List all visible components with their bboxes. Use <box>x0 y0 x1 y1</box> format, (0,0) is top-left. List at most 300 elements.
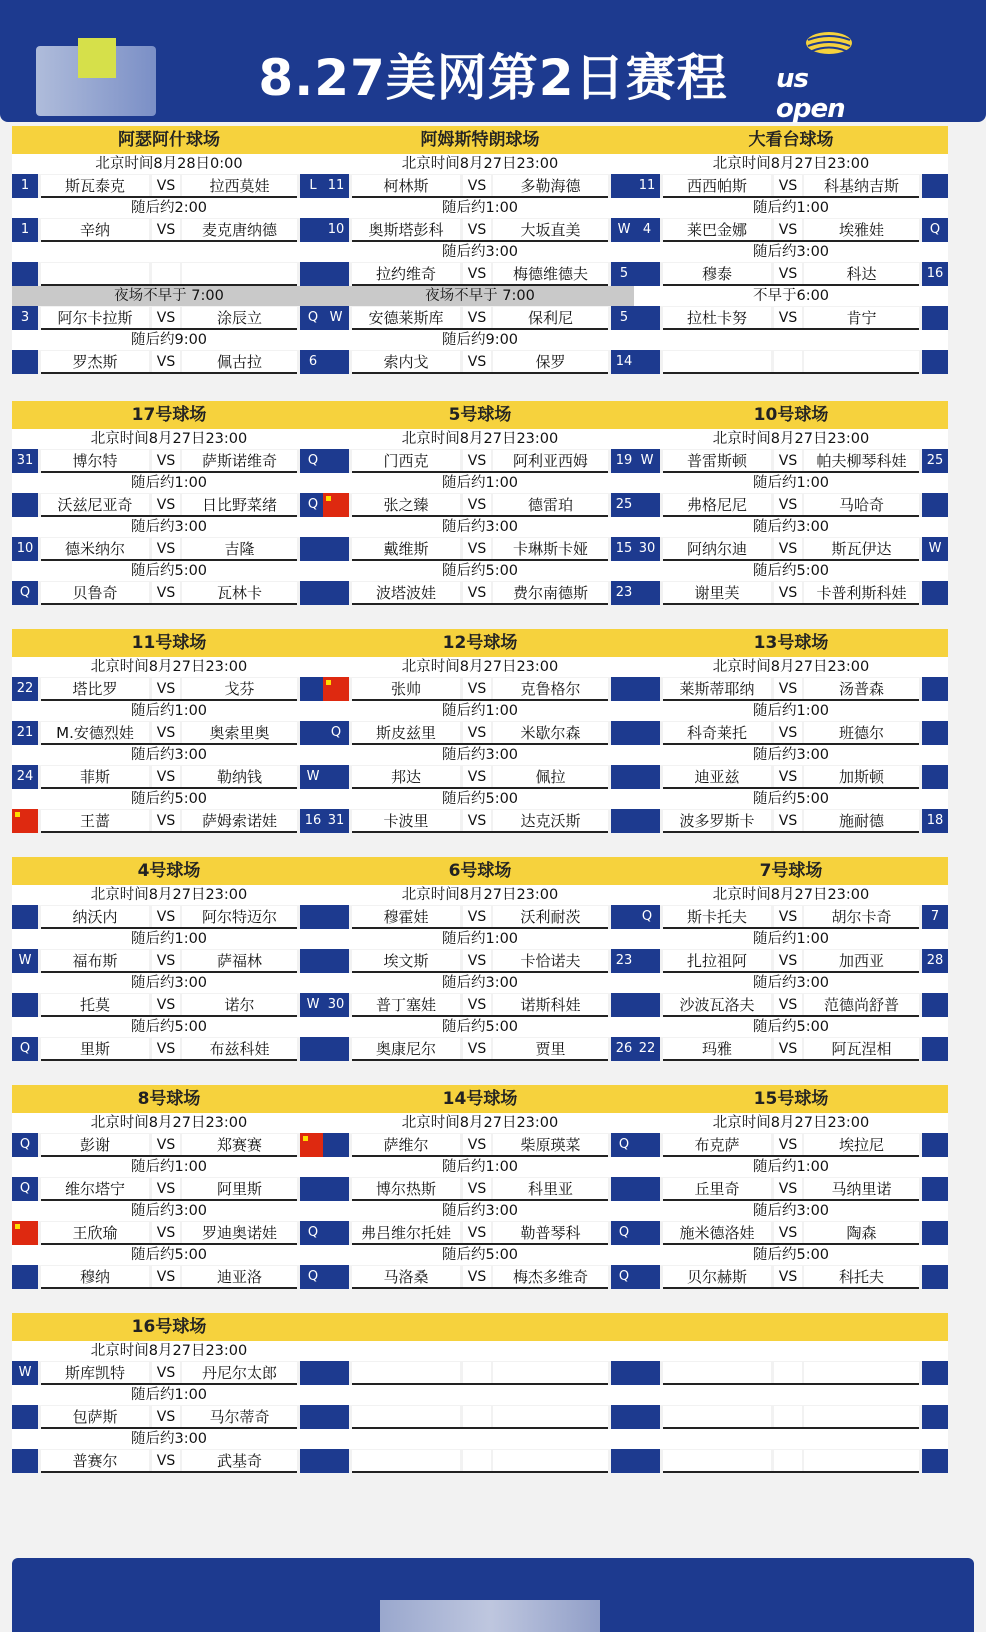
player-left: 王欣瑜 <box>41 1222 149 1244</box>
player-left: 弗吕维尔托娃 <box>352 1222 460 1244</box>
seed-badge-right <box>922 1221 948 1245</box>
player-left: 沙波瓦洛夫 <box>663 994 771 1016</box>
seed-badge-right: 15 <box>611 537 637 561</box>
vs-label: VS <box>463 766 491 788</box>
seed-badge-right: 28 <box>922 949 948 973</box>
player-left: 沃兹尼亚奇 <box>41 494 149 516</box>
court-block <box>12 401 326 605</box>
player-left: 邦达 <box>352 766 460 788</box>
player-left <box>352 1362 460 1384</box>
match-row <box>634 262 948 286</box>
blank-slot <box>12 242 326 262</box>
player-right: 萨斯诺维奇 <box>182 450 297 472</box>
time-slot: 夜场不早于 7:00 <box>12 286 326 306</box>
vs-label <box>463 1362 491 1384</box>
player-left <box>41 263 149 285</box>
seed-badge-right: 23 <box>611 581 637 605</box>
seed-badge-right <box>922 174 948 198</box>
match-row <box>323 949 637 973</box>
vs-label: VS <box>774 1222 802 1244</box>
vs-label: VS <box>463 1266 491 1288</box>
time-slot: 随后约3:00 <box>323 517 637 537</box>
underline-divider <box>41 372 297 374</box>
seed-badge-left: 3 <box>12 306 38 330</box>
player-right <box>804 1362 919 1384</box>
player-left: 玛雅 <box>663 1038 771 1060</box>
vs-label: VS <box>463 582 491 604</box>
player-right: 科托夫 <box>804 1266 919 1288</box>
player-left <box>663 1406 771 1428</box>
seed-badge-left <box>634 306 660 330</box>
vs-label: VS <box>774 450 802 472</box>
seed-badge-left <box>323 1133 349 1157</box>
match-row <box>323 1405 637 1429</box>
match-row <box>634 1361 948 1385</box>
player-left: 拉杜卡努 <box>663 307 771 329</box>
vs-label: VS <box>152 1134 180 1156</box>
vs-label: VS <box>774 219 802 241</box>
vs-label: VS <box>774 175 802 197</box>
us-open-wordmark: us open <box>776 64 845 124</box>
player-left: 波塔波娃 <box>352 582 460 604</box>
player-right: 武基奇 <box>182 1450 297 1472</box>
seed-badge-right: W <box>611 218 637 242</box>
court-block <box>634 1085 948 1289</box>
player-left: 普赛尔 <box>41 1450 149 1472</box>
seed-badge-left <box>12 905 38 929</box>
seed-badge-left: 11 <box>634 174 660 198</box>
court-title: 阿姆斯特朗球场 <box>323 126 637 154</box>
time-slot: 随后约1:00 <box>634 1157 948 1177</box>
underline-divider <box>41 603 297 605</box>
player-left: 贝尔赫斯 <box>663 1266 771 1288</box>
player-right: 米歇尔森 <box>493 722 608 744</box>
player-left: 戴维斯 <box>352 538 460 560</box>
match-row <box>634 677 948 701</box>
seed-badge-right: W <box>300 993 326 1017</box>
underline-divider <box>663 1287 919 1289</box>
match-row <box>12 1177 326 1201</box>
vs-label: VS <box>774 494 802 516</box>
underline-divider <box>663 372 919 374</box>
match-row <box>634 174 948 198</box>
match-row <box>12 493 326 517</box>
vs-label <box>774 1362 802 1384</box>
seed-badge-right: 16 <box>300 809 326 833</box>
player-left: 托莫 <box>41 994 149 1016</box>
court-block <box>12 1313 326 1517</box>
player-right: 多勒海德 <box>493 175 608 197</box>
blank-slot <box>634 1341 948 1361</box>
time-slot: 随后约1:00 <box>323 473 637 493</box>
vs-label: VS <box>463 906 491 928</box>
time-slot: 随后约1:00 <box>323 1157 637 1177</box>
underline-divider <box>663 1471 919 1473</box>
player-right: 帕夫柳琴科娃 <box>804 450 919 472</box>
player-right: 柴原瑛菜 <box>493 1134 608 1156</box>
player-right: 马纳里诺 <box>804 1178 919 1200</box>
seed-badge-left <box>323 765 349 789</box>
vs-label: VS <box>463 538 491 560</box>
blank-slot <box>634 1429 948 1449</box>
seed-badge-right <box>922 1133 948 1157</box>
match-row <box>12 905 326 929</box>
seed-badge-right: 6 <box>300 350 326 374</box>
seed-badge-left: 22 <box>634 1037 660 1061</box>
court-title: 11号球场 <box>12 629 326 657</box>
china-flag-icon <box>323 493 349 517</box>
match-row <box>12 1221 326 1245</box>
vs-label: VS <box>152 351 180 373</box>
vs-label: VS <box>463 1222 491 1244</box>
underline-divider <box>352 372 608 374</box>
match-row <box>323 905 637 929</box>
underline-divider <box>352 1059 608 1061</box>
player-left: 罗杰斯 <box>41 351 149 373</box>
court-title: 17号球场 <box>12 401 326 429</box>
time-slot: 随后约1:00 <box>323 198 637 218</box>
seed-badge-right <box>922 1177 948 1201</box>
player-right: 肯宁 <box>804 307 919 329</box>
time-slot: 北京时间8月27日23:00 <box>634 657 948 677</box>
player-right: 勒纳钱 <box>182 766 297 788</box>
court-block <box>323 629 637 833</box>
blank-slot <box>323 1429 637 1449</box>
match-row <box>634 350 948 374</box>
vs-label <box>152 263 180 285</box>
court-title <box>323 1313 637 1341</box>
match-row <box>12 1133 326 1157</box>
seed-badge-left: 22 <box>12 677 38 701</box>
player-right: 大坂直美 <box>493 219 608 241</box>
time-slot: 随后约5:00 <box>634 1245 948 1265</box>
player-left: 阿尔卡拉斯 <box>41 307 149 329</box>
court-block <box>323 1313 637 1517</box>
player-right: 克鲁格尔 <box>493 678 608 700</box>
player-right: 麦克唐纳德 <box>182 219 297 241</box>
time-slot: 随后约5:00 <box>634 561 948 581</box>
player-right: 卡琳斯卡娅 <box>493 538 608 560</box>
court-title: 13号球场 <box>634 629 948 657</box>
player-right: 罗迪奥诺娃 <box>182 1222 297 1244</box>
court-title: 7号球场 <box>634 857 948 885</box>
seed-badge-left <box>12 493 38 517</box>
player-left: 阿纳尔迪 <box>663 538 771 560</box>
time-slot: 随后约3:00 <box>634 745 948 765</box>
blank-slot <box>323 1385 637 1405</box>
court-title: 8号球场 <box>12 1085 326 1113</box>
seed-badge-left <box>12 350 38 374</box>
player-right <box>804 1450 919 1472</box>
court-block <box>12 857 326 1061</box>
player-left: 彭谢 <box>41 1134 149 1156</box>
player-left: 德米纳尔 <box>41 538 149 560</box>
player-right <box>493 1406 608 1428</box>
match-row <box>12 1361 326 1385</box>
match-row <box>634 306 948 330</box>
match-row <box>634 993 948 1017</box>
vs-label: VS <box>774 994 802 1016</box>
vs-label: VS <box>774 1266 802 1288</box>
player-left <box>663 1362 771 1384</box>
match-row <box>634 537 948 561</box>
seed-badge-left <box>12 993 38 1017</box>
match-row <box>323 1265 637 1289</box>
match-row <box>12 1265 326 1289</box>
blank-slot <box>323 1341 637 1361</box>
time-slot: 北京时间8月27日23:00 <box>12 1341 326 1361</box>
player-left: 穆纳 <box>41 1266 149 1288</box>
time-slot: 随后约5:00 <box>323 1017 637 1037</box>
vs-label: VS <box>774 950 802 972</box>
seed-badge-left <box>634 350 660 374</box>
tennis-ball-icon <box>804 30 854 56</box>
seed-badge-left: 24 <box>12 765 38 789</box>
player-right: 班德尔 <box>804 722 919 744</box>
time-slot: 随后约3:00 <box>323 973 637 993</box>
match-row <box>12 677 326 701</box>
seed-badge-right: 26 <box>611 1037 637 1061</box>
underline-divider <box>352 831 608 833</box>
match-row <box>323 809 637 833</box>
court-title: 10号球场 <box>634 401 948 429</box>
time-slot: 随后约1:00 <box>12 1157 326 1177</box>
seed-badge-left <box>323 449 349 473</box>
player-right: 加斯顿 <box>804 766 919 788</box>
underline-divider <box>352 603 608 605</box>
player-right: 马尔蒂奇 <box>182 1406 297 1428</box>
time-slot: 随后约5:00 <box>12 789 326 809</box>
seed-badge-left: 11 <box>323 174 349 198</box>
vs-label: VS <box>463 950 491 972</box>
time-slot: 随后约2:00 <box>12 198 326 218</box>
seed-badge-left <box>323 262 349 286</box>
vs-label <box>774 351 802 373</box>
player-right: 汤普森 <box>804 678 919 700</box>
vs-label: VS <box>152 678 180 700</box>
player-right: 达克沃斯 <box>493 810 608 832</box>
court-block <box>634 629 948 833</box>
seed-badge-left <box>323 1405 349 1429</box>
underline-divider <box>41 1471 297 1473</box>
match-row <box>634 949 948 973</box>
seed-badge-left <box>634 765 660 789</box>
court-title: 阿瑟阿什球场 <box>12 126 326 154</box>
seed-badge-right <box>922 993 948 1017</box>
seed-badge-left <box>634 1177 660 1201</box>
seed-badge-right: Q <box>300 1265 326 1289</box>
player-left: 布克萨 <box>663 1134 771 1156</box>
player-left <box>352 1406 460 1428</box>
player-right: 科达 <box>804 263 919 285</box>
player-right: 日比野菜绪 <box>182 494 297 516</box>
player-right: 卡恰诺夫 <box>493 950 608 972</box>
blurred-logo-mark <box>78 38 116 78</box>
vs-label: VS <box>774 582 802 604</box>
court-title: 6号球场 <box>323 857 637 885</box>
vs-label: VS <box>774 810 802 832</box>
match-row <box>323 1037 637 1061</box>
time-slot: 北京时间8月27日23:00 <box>12 657 326 677</box>
time-slot: 随后约1:00 <box>12 929 326 949</box>
vs-label <box>774 1450 802 1472</box>
time-slot: 随后约3:00 <box>323 242 637 262</box>
player-right: 佩拉 <box>493 766 608 788</box>
vs-label: VS <box>463 219 491 241</box>
vs-label: VS <box>463 494 491 516</box>
player-left: 穆泰 <box>663 263 771 285</box>
court-block <box>12 126 326 376</box>
player-left: 斯库凯特 <box>41 1362 149 1384</box>
vs-label: VS <box>774 722 802 744</box>
player-right: 佩古拉 <box>182 351 297 373</box>
seed-badge-right <box>922 306 948 330</box>
seed-badge-right <box>922 1265 948 1289</box>
time-slot: 随后约3:00 <box>12 517 326 537</box>
player-right: 陶森 <box>804 1222 919 1244</box>
vs-label: VS <box>152 722 180 744</box>
page-title: 8.27美网第2日赛程 <box>258 49 728 107</box>
time-slot: 北京时间8月27日23:00 <box>634 429 948 449</box>
match-row <box>323 537 637 561</box>
player-left: 里斯 <box>41 1038 149 1060</box>
seed-badge-left <box>634 721 660 745</box>
match-row <box>12 218 326 242</box>
player-left: 马洛桑 <box>352 1266 460 1288</box>
time-slot: 随后约1:00 <box>12 1385 326 1405</box>
vs-label: VS <box>152 582 180 604</box>
time-slot: 北京时间8月27日23:00 <box>634 885 948 905</box>
match-row <box>634 1221 948 1245</box>
seed-badge-left: 30 <box>323 993 349 1017</box>
player-left: 张帅 <box>352 678 460 700</box>
seed-badge-right: Q <box>611 1265 637 1289</box>
time-slot: 北京时间8月27日23:00 <box>323 657 637 677</box>
vs-label: VS <box>463 810 491 832</box>
player-left: 奥康尼尔 <box>352 1038 460 1060</box>
underline-divider <box>41 1059 297 1061</box>
match-row <box>12 809 326 833</box>
time-slot: 北京时间8月28日0:00 <box>12 154 326 174</box>
vs-label: VS <box>152 1038 180 1060</box>
seed-badge-left: 1 <box>12 174 38 198</box>
seed-badge-right <box>922 581 948 605</box>
player-left: 莱斯蒂耶纳 <box>663 678 771 700</box>
time-slot: 随后约1:00 <box>634 473 948 493</box>
match-row <box>323 1177 637 1201</box>
header-banner <box>0 0 986 122</box>
player-left: 柯林斯 <box>352 175 460 197</box>
player-left: 门西克 <box>352 450 460 472</box>
vs-label: VS <box>463 678 491 700</box>
vs-label: VS <box>152 1178 180 1200</box>
time-slot: 随后约1:00 <box>12 473 326 493</box>
underline-divider <box>41 1287 297 1289</box>
blank-slot <box>634 1385 948 1405</box>
time-slot: 随后约3:00 <box>634 517 948 537</box>
match-row <box>323 1449 637 1473</box>
time-slot: 随后约9:00 <box>12 330 326 350</box>
player-left: 埃文斯 <box>352 950 460 972</box>
match-row <box>323 218 637 242</box>
player-left: 塔比罗 <box>41 678 149 700</box>
seed-badge-right: Q <box>611 1221 637 1245</box>
time-slot: 随后约3:00 <box>634 242 948 262</box>
player-right: 埃雅娃 <box>804 219 919 241</box>
time-slot: 随后约5:00 <box>12 1017 326 1037</box>
player-right: 保利尼 <box>493 307 608 329</box>
vs-label: VS <box>152 1266 180 1288</box>
time-slot: 夜场不早于 7:00 <box>323 286 637 306</box>
match-row <box>12 306 326 330</box>
time-slot: 随后约5:00 <box>323 1245 637 1265</box>
player-right: 胡尔卡奇 <box>804 906 919 928</box>
match-row <box>12 721 326 745</box>
seed-badge-left <box>634 1221 660 1245</box>
player-right: 勒普琴科 <box>493 1222 608 1244</box>
player-left: 科奇莱托 <box>663 722 771 744</box>
seed-badge-left <box>634 1133 660 1157</box>
player-right: 拉西莫娃 <box>182 175 297 197</box>
match-row <box>634 581 948 605</box>
player-right: 科里亚 <box>493 1178 608 1200</box>
player-right: 施耐德 <box>804 810 919 832</box>
player-left: 施米德洛娃 <box>663 1222 771 1244</box>
player-left: 王蔷 <box>41 810 149 832</box>
player-left: 奥斯塔彭科 <box>352 219 460 241</box>
seed-badge-left: 21 <box>12 721 38 745</box>
player-left: 普丁塞娃 <box>352 994 460 1016</box>
seed-badge-right: 5 <box>611 306 637 330</box>
time-slot: 随后约3:00 <box>12 1429 326 1449</box>
player-left <box>352 1450 460 1472</box>
court-block <box>323 1085 637 1289</box>
player-right: 梅杰多维奇 <box>493 1266 608 1288</box>
player-left: 卡波里 <box>352 810 460 832</box>
seed-badge-left <box>634 262 660 286</box>
seed-badge-left: Q <box>323 721 349 745</box>
player-left: M.安德烈娃 <box>41 722 149 744</box>
court-title: 15号球场 <box>634 1085 948 1113</box>
vs-label: VS <box>152 994 180 1016</box>
seed-badge-left: W <box>12 1361 38 1385</box>
seed-badge-right: W <box>922 537 948 561</box>
player-right: 吉隆 <box>182 538 297 560</box>
time-slot: 随后约3:00 <box>12 973 326 993</box>
underline-divider <box>663 831 919 833</box>
seed-badge-right <box>922 1361 948 1385</box>
player-left: 斯卡托夫 <box>663 906 771 928</box>
player-left: 莱巴金娜 <box>663 219 771 241</box>
player-left: 波多罗斯卡 <box>663 810 771 832</box>
match-row <box>323 765 637 789</box>
match-row <box>634 493 948 517</box>
seed-badge-left <box>323 1361 349 1385</box>
player-left: 穆霍娃 <box>352 906 460 928</box>
court-block <box>323 126 637 376</box>
seed-badge-left: Q <box>12 1133 38 1157</box>
player-right: 郑赛赛 <box>182 1134 297 1156</box>
player-left: 萨维尔 <box>352 1134 460 1156</box>
match-row <box>634 765 948 789</box>
match-row <box>323 1221 637 1245</box>
seed-badge-left <box>323 1177 349 1201</box>
seed-badge-left <box>323 581 349 605</box>
vs-label: VS <box>152 219 180 241</box>
vs-label <box>774 1406 802 1428</box>
match-row <box>634 721 948 745</box>
time-slot: 随后约5:00 <box>323 561 637 581</box>
